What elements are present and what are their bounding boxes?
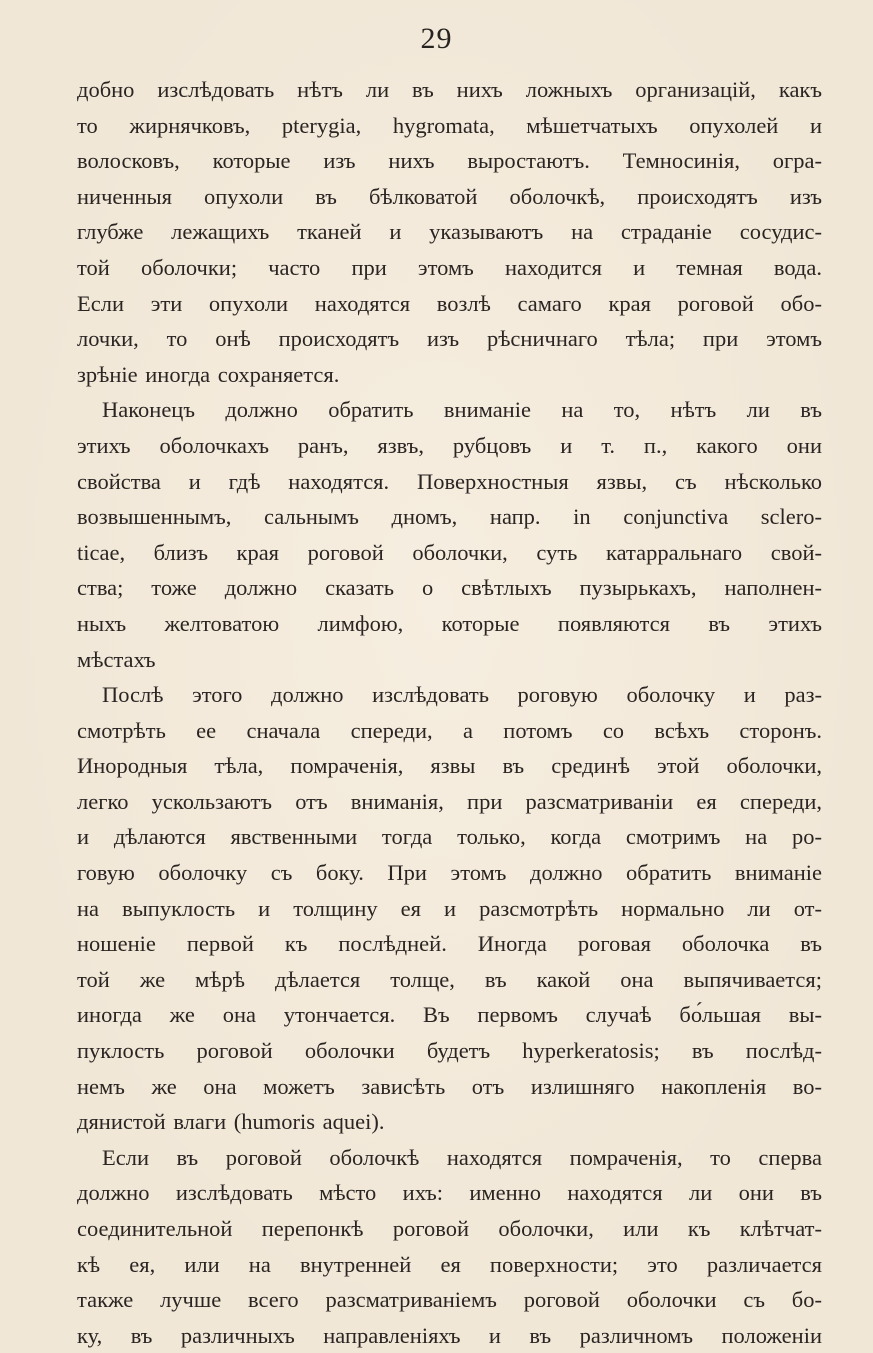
- paragraph-2: [77, 392, 822, 677]
- text-line: смотрѣть ее сначала спереди, а потомъ со всѣхъ сторонъ.: [77, 717, 822, 743]
- text-line: ниченныя опухоли въ бѣлковатой оболочкѣ, происходятъ изъ: [77, 183, 822, 209]
- text-line: немъ же она можетъ зависѣть отъ излишняго накопленія во-: [77, 1073, 822, 1099]
- text-line: должно изслѣдовать мѣсто ихъ: именно находятся ли они въ: [77, 1180, 822, 1206]
- paragraph-1: [77, 72, 822, 392]
- text-line: пуклость роговой оболочки будетъ hyperkeratosis; въ послѣд-: [77, 1038, 822, 1064]
- text-line: ку, въ различныхъ направленіяхъ и въ различномъ положеніи: [77, 1322, 822, 1348]
- text-line: ныхъ желтоватою лимфою, которые появляются въ этихъ: [77, 610, 822, 636]
- text-line: Послѣ этого должно изслѣдовать роговую оболочку и раз-: [102, 682, 822, 708]
- text-line: глубже лежащихъ тканей и указываютъ на страданіе сосудис-: [77, 219, 822, 245]
- text-line: легко ускользаютъ отъ вниманія, при разсматриваніи ея спереди,: [77, 788, 822, 814]
- text-line: свойства и гдѣ находятся. Поверхностныя язвы, съ нѣсколько: [77, 468, 822, 494]
- text-line: той же мѣрѣ дѣлается толще, въ какой она выпячивается;: [77, 966, 822, 992]
- text-line: лочки, то онѣ происходятъ изъ рѣсничнаго тѣла; при этомъ: [77, 326, 822, 352]
- text-line: мѣстахъ: [77, 646, 156, 672]
- text-line: на выпуклость и толщину ея и разсмотрѣть нормально ли от-: [77, 895, 822, 921]
- text-line: говую оболочку съ боку. При этомъ должно обратить вниманіе: [77, 860, 822, 886]
- text-line: кѣ ея, или на внутренней ея поверхности; это различается: [77, 1251, 822, 1277]
- paragraph-3: [77, 677, 822, 1140]
- text-line: иногда же она утончается. Въ первомъ случаѣ бо́льшая вы-: [77, 1002, 822, 1028]
- text-line: ношеніе первой къ послѣдней. Иногда роговая оболочка въ: [77, 931, 822, 957]
- text-line: той оболочки; часто при этомъ находится и темная вода.: [77, 254, 822, 280]
- text-line: Инородныя тѣла, помраченія, язвы въ срединѣ этой оболочки,: [77, 753, 822, 779]
- text-line: соединительной перепонкѣ роговой оболочки, или къ клѣтчат-: [77, 1216, 822, 1241]
- text-line: Если въ роговой оболочкѣ находятся помраченія, то сперва: [102, 1144, 822, 1170]
- paragraph-4: [77, 1140, 822, 1353]
- text-line: Наконецъ должно обратить вниманіе на то, нѣтъ ли въ: [102, 397, 822, 423]
- page-number: 29: [420, 22, 453, 55]
- text-line: этихъ оболочкахъ ранъ, язвъ, рубцовъ и т. п., какого они: [77, 432, 822, 458]
- text-line: также лучше всего разсматриваніемъ роговой оболочки съ бо-: [77, 1287, 822, 1313]
- text-line: ства; тоже должно сказать о свѣтлыхъ пузырькахъ, наполнен-: [77, 575, 822, 601]
- text-line: дянистой влаги (humoris aquei).: [77, 1109, 385, 1135]
- text-line: добно изслѣдовать нѣтъ ли въ нихъ ложныхъ организацій, какъ: [77, 77, 822, 102]
- text-line: Если эти опухоли находятся возлѣ самаго края роговой обо-: [77, 290, 822, 316]
- text-line: и дѣлаются явственными тогда только, когда смотримъ на ро-: [77, 824, 822, 850]
- text-line: волосковъ, которые изъ нихъ выростаютъ. Темносинія, огра-: [77, 148, 822, 174]
- text-line: возвышеннымъ, сальнымъ дномъ, напр. in conjunctiva sclero-: [77, 504, 822, 530]
- text-line: ticae, близъ края роговой оболочки, суть катарральнаго свой-: [77, 539, 822, 565]
- text-line: то жирнячковъ, pterygia, hygromata, мѣшетчатыхъ опухолей и: [77, 112, 822, 138]
- text-line: зрѣніе иногда сохраняется.: [77, 361, 340, 387]
- body-text: [77, 72, 822, 1353]
